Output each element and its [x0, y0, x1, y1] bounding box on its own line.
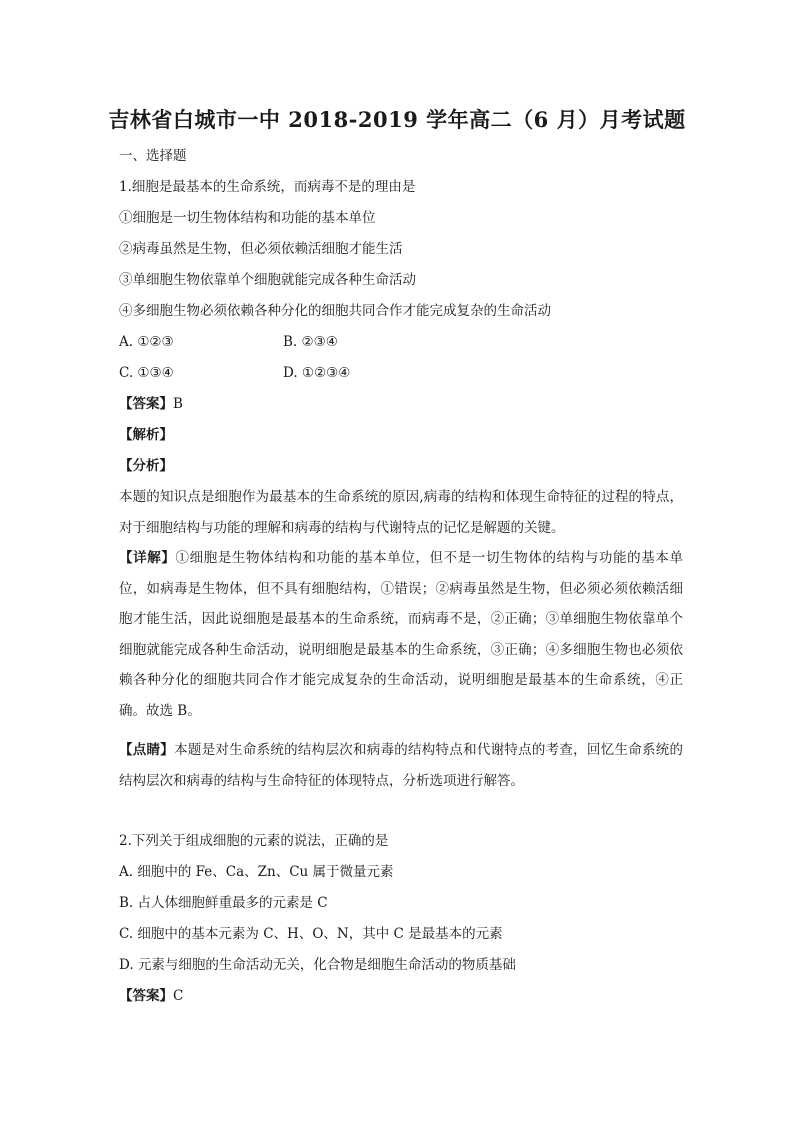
q1-stem: 1.细胞是最基本的生命系统，而病毒不是的理由是	[119, 179, 416, 195]
q1-item-3: ③单细胞生物依靠单个细胞就能完成各种生命活动	[119, 272, 416, 288]
answer-label: 【答案】	[119, 396, 173, 412]
document-title: 吉林省白城市一中 2018-2019 学年高二（6 月）月考试题	[108, 107, 686, 132]
q2-answer	[119, 986, 183, 1006]
q2-stem: 2.下列关于组成细胞的元素的说法，正确的是	[119, 833, 389, 849]
q1-option-d: D. ①②③④	[283, 365, 351, 381]
q1-detail	[119, 543, 683, 727]
q1-item-2: ②病毒虽然是生物，但必须依赖活细胞才能生活	[119, 241, 403, 257]
dianjing-label: 【点睛】	[119, 742, 175, 758]
q1-fenxi-text: 本题的知识点是细胞作为最基本的生命系统的原因,病毒的结构和体现生命特征的过程的特点，对于细胞结构与功能的理解和病毒的结构与代谢特点的记忆是解题的关键。	[119, 489, 683, 536]
q1-answer	[119, 394, 183, 414]
detail-text: ①细胞是生物体结构和功能的基本单位，但不是一切生物体的结构与功能的基本单位，如病毒是生物体，但不具有细胞结构，①错误；②病毒虽然是生物，但必须必须依赖活细胞才能生活，因此说细胞是最基本的生命系统，而病毒不是，②正确；③单细胞生物依靠单个细胞就能完成各种生命活动，说明细胞是最基本的生命系统，③正确；④多细胞生物也必须依赖各种分化的细胞共同合作才能完成复杂的生命活动，说明细胞是最基本的生命系统，④正确。故选 B。	[119, 550, 684, 719]
answer-value: C	[173, 988, 184, 1004]
answer-value: B	[173, 396, 183, 412]
q2-option-b: B. 占人体细胞鲜重最多的元素是 C	[119, 895, 328, 911]
q1-analysis-label: 【解析】	[119, 427, 173, 443]
answer-label: 【答案】	[119, 988, 173, 1004]
q1-item-4: ④多细胞生物必须依赖各种分化的细胞共同合作才能完成复杂的生命活动	[119, 303, 551, 319]
section-heading: 一、选择题	[119, 148, 187, 164]
detail-label: 【详解】	[119, 550, 176, 566]
q1-option-a: A. ①②③	[119, 334, 174, 350]
q2-option-c: C. 细胞中的基本元素为 C、H、O、N，其中 C 是最基本的元素	[119, 926, 503, 942]
dianjing-text: 本题是对生命系统的结构层次和病毒的结构特点和代谢特点的考查，回忆生命系统的结构层次和病毒的结构与生命特征的体现特点，分析选项进行解答。	[119, 742, 684, 789]
q1-option-c: C. ①③④	[119, 365, 174, 381]
q1-dianjing	[119, 735, 683, 796]
q1-option-b: B. ②③④	[283, 334, 338, 350]
q1-fenxi-label: 【分析】	[119, 458, 173, 474]
q1-item-1: ①细胞是一切生物体结构和功能的基本单位	[119, 210, 376, 226]
q2-option-d: D. 元素与细胞的生命活动无关，化合物是细胞生命活动的物质基础	[119, 957, 516, 973]
q2-option-a: A. 细胞中的 Fe、Ca、Zn、Cu 属于微量元素	[119, 864, 394, 880]
